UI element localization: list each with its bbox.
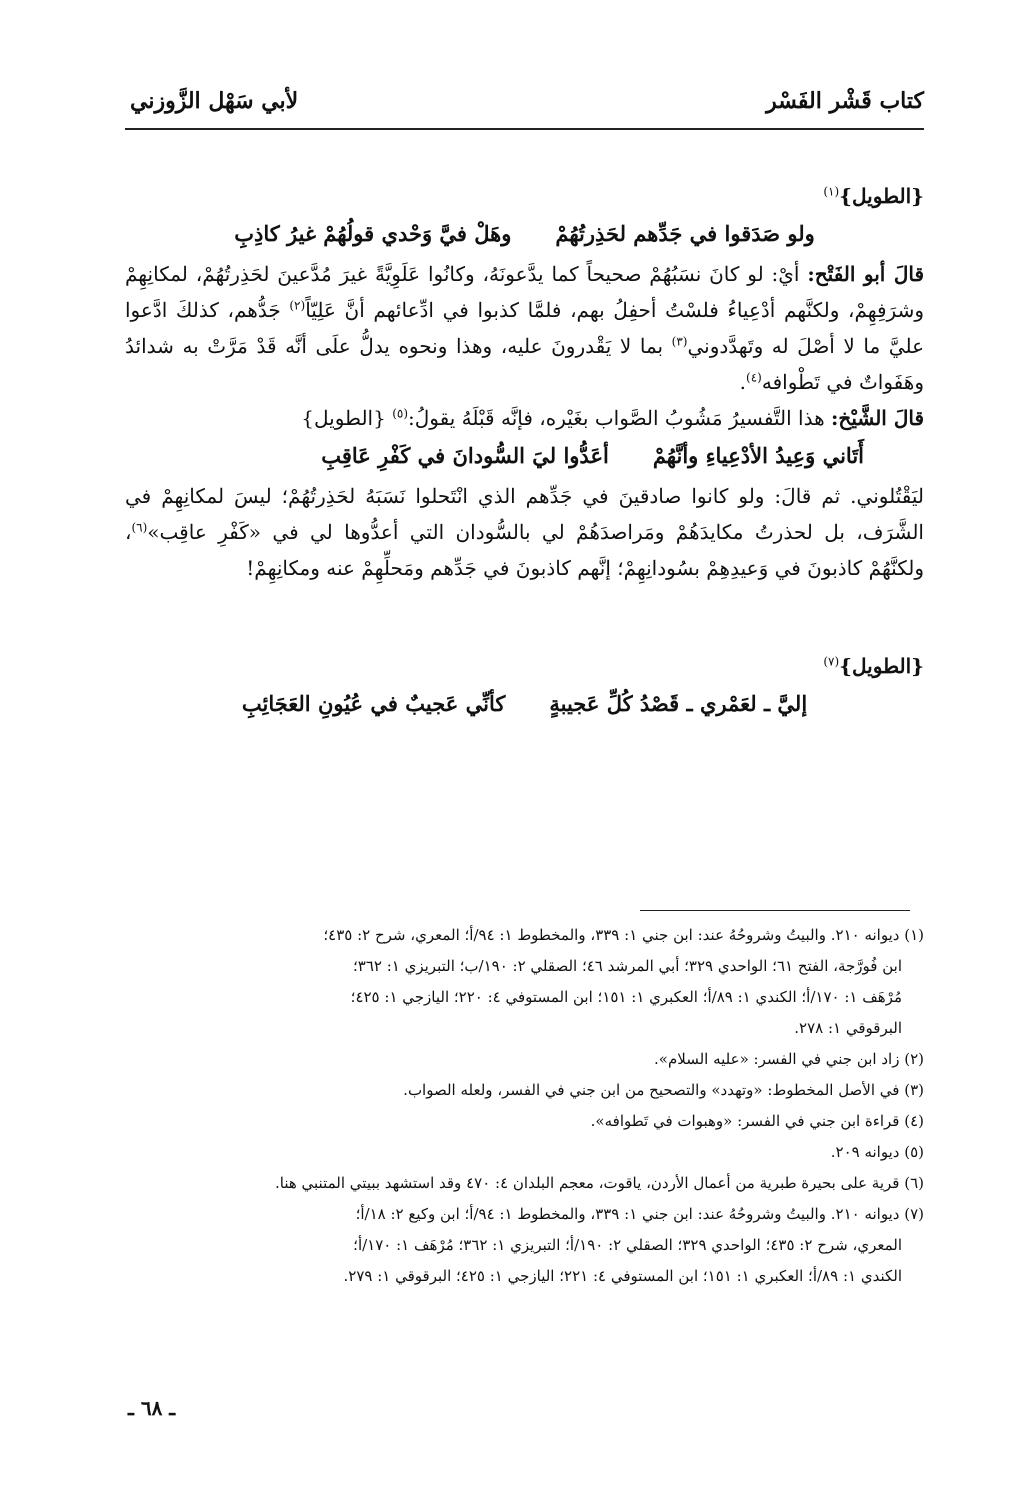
verse-hemistich-second: كأنِّي عَجيبٌ في عُيُونِ العَجَائِبِ [241,691,506,716]
page-number: ـ ٦٨ ـ [128,1396,176,1420]
footnote-ref-1: (١) [823,184,840,199]
verse-hemistich-first: أَتَاني وَعِيدُ الأدْعِياءِ وأنَّهُمْ [652,443,864,468]
footnote-ref-7: (٧) [823,654,840,669]
author-name: لأبي سَهْل الزَّوزني [130,88,299,114]
footnote-ref-2: (٢) [289,298,306,313]
meter-label: {الطويل}$^{(٧)}$ [823,654,924,678]
verse-line-2 [125,438,924,474]
footnotes [125,920,924,1292]
verse-hemistich-first: ولو صَدَقوا في جَدِّهم لحَذِرتُهُمْ [555,221,815,246]
section-gap [125,586,924,648]
commentary-sheikh: قالَ الشَّيْخ: هذا التَّفسيرُ مَشُوبُ الصَّواب بغَيْره، فإنَّه قَبْلَهُ يقولُ:$^{(٥)}$ {الطويل} [301,406,924,430]
verse-line-1 [125,216,924,252]
footnote-4: (٤) قراءة ابن جني في الفسر: «وهبوات في تَطوافه». [590,1112,924,1130]
main-text [125,178,924,726]
footnote-ref-5: (٥) [392,406,409,421]
footnote-5: (٥) ديوانه ٢٠٩. [830,1143,924,1161]
meter-label: {الطويل}$^{(١)}$ [823,184,924,208]
verse-line-3 [125,686,924,722]
footnote-1: (١) ديوانه ٢١٠. والبيتُ وشروحُهُ عند: ابن جني ١: ٣٣٩، والمخطوط ١: ٩٤/أ؛ المعري، شرح ٢: ٤٣٥؛ [323,926,924,944]
speaker-label: قالَ أبو الفَتْح: [807,262,925,286]
running-head [130,88,924,128]
commentary-continuation: ليَقْتُلوني. ثم قالَ: ولو كانوا صادقينَ في جَدِّهم الذي انْتَحلوا نَسَبَهُ لحَذِرتُهُمْ؛ ليسَ لمكانِهِمْ في الشَّرَف، بل لحذرتُ مكايدَهُمْ ومَراصدَهُمْ لي بالسُّودان التي أعدُّوها لي في «كَفْرِ عاقِب»$^{(٦)}$، ولكنَّهُمْ كاذبونَ في وَعيدِهِمْ بسُودانِهِمْ؛ إنَّهم كاذبونَ في جَدِّهم ومَحلِّهِمْ عنه ومكانِهِمْ! [125,484,924,580]
footnote-7-cont: الكندي ١: ٨٩/أ؛ العكبري ١: ١٥١؛ ابن المستوفي ٤: ٢٢١؛ اليازجي ١: ٤٢٥؛ البرقوقي ١: ٢٧٩. [343,1267,902,1285]
footnote-ref-3: (٣) [671,334,688,349]
footnote-separator [640,910,910,911]
speaker-label: قالَ الشَّيْخ: [831,406,924,430]
verse-hemistich-second: أعَدُّوا ليَ السُّودانَ في كَفْرِ عَاقِبِ [321,443,609,468]
footnote-7: (٧) ديوانه ٢١٠. والبيتُ وشروحُهُ عند: ابن جني ١: ٣٣٩، والمخطوط ١: ٩٤/أ؛ ابن وكيع ٢: ١٨/أ؛ [355,1205,924,1223]
footnote-ref-4: (٤) [746,370,762,385]
footnote-2: (٢) زاد ابن جني في الفسر: «عليه السلام». [654,1050,924,1068]
commentary-abu-al-fath: قالَ أبو الفَتْح: أيْ: لو كانَ نسَبُهُمْ صحيحاً كما يدَّعونَهُ، وكانُوا عَلَوِيَّةً غيرَ مُدَّعينَ لحَذِرتُهُمْ، لمكانِهِمْ وشرَفِهِمْ، ولكنَّهم أدْعِياءُ فلسْتُ أحفِلُ بهم، فلمَّا كذبوا في ادِّعائهم أنَّ عَلِيّاً$^{(٢)}$ جَدُّهم، كذلكَ ادَّعوا عليَّ ما لا أصْلَ له وتَهدَّدوني$^{(٣)}$ بما لا يَقْدرونَ عليه، وهذا ونحوه يدلُّ علَى أنَّه قَدْ مَرَّتْ به شدائدُ وهَفَواتٌ في تَطْوافه$^{(٤)}$. [125,262,925,394]
footnote-1-cont: مُرْهَف ١: ١٧٠/أ؛ الكندي ١: ٨٩/أ؛ العكبري ١: ١٥١؛ ابن المستوفي ٤: ٢٢٠؛ اليازجي ١: ٤٢٥؛ [350,988,902,1006]
footnote-1-cont: البرقوقي ١: ٢٧٨. [794,1019,902,1037]
footnote-ref-6: (٦) [131,520,148,535]
book-title: كتاب قَشْر الفَسْر [766,88,924,114]
footnote-3: (٣) في الأصل المخطوط: «وتهدد» والتصحيح من ابن جني في الفسر، ولعله الصواب. [403,1081,924,1099]
header-rule [125,128,924,130]
footnote-6: (٦) قرية على بحيرة طبرية من أعمال الأردن، ياقوت، معجم البلدان ٤: ٤٧٠ وقد استشهد ببيتي المتنبي هنا. [274,1174,924,1192]
footnote-1-cont: ابن فُورَّجة، الفتح ٦١؛ الواحدي ٣٢٩؛ أبي المرشد ٤٦؛ الصقلي ٢: ١٩٠/ب؛ التبريزي ١: ٣٦٢؛ [352,957,902,975]
verse-hemistich-first: إليَّ ـ لعَمْري ـ قَصْدُ كُلِّ عَجيبةٍ [549,691,808,716]
footnote-7-cont: المعري، شرح ٢: ٤٣٥؛ الواحدي ٣٢٩؛ الصقلي ٢: ١٩٠/أ؛ التبريزي ١: ٣٦٢؛ مُرْهَف ١: ١٧٠/أ؛ [353,1236,902,1254]
verse-hemistich-second: وهَلْ فيَّ وَحْدي قولُهُمْ غيرُ كاذِبِ [234,221,512,246]
